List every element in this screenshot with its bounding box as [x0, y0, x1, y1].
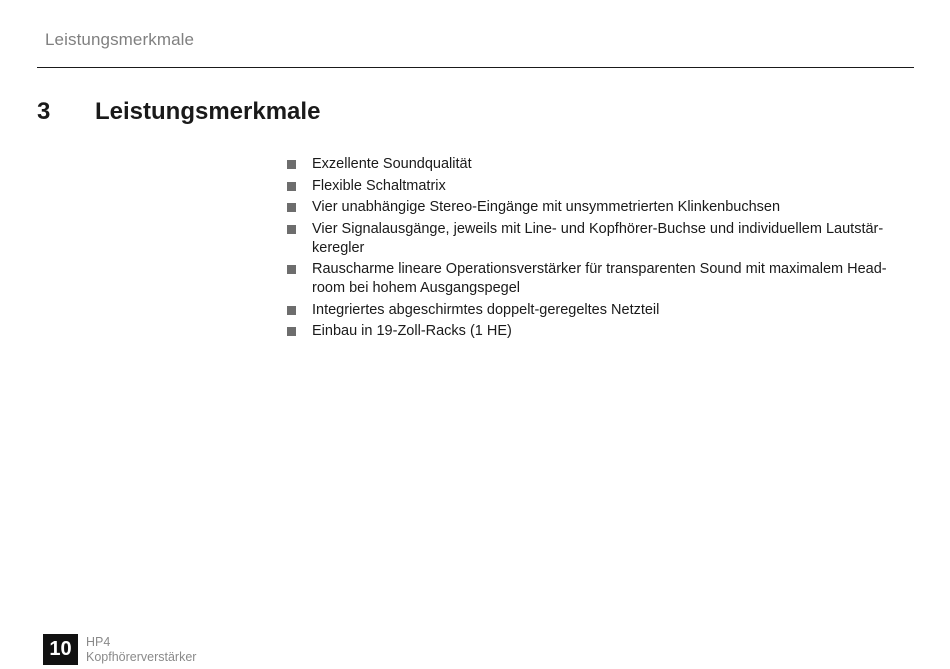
page-number-badge: 10 — [43, 634, 78, 665]
square-bullet-icon — [287, 225, 296, 234]
square-bullet-icon — [287, 160, 296, 169]
chapter-number: 3 — [37, 98, 51, 125]
list-item — [287, 301, 907, 320]
list-item — [287, 177, 907, 196]
chapter-title: Leistungsmerkmale — [95, 98, 321, 125]
square-bullet-icon — [287, 203, 296, 212]
list-item — [287, 220, 907, 258]
list-item-text: Vier Signalausgänge, jeweils mit Line- und Kopfhörer-Buchse und individuellem Lautstär-keregler — [312, 220, 884, 256]
square-bullet-icon — [287, 265, 296, 274]
list-item-text: Rauscharme lineare Operationsverstärker für transparenten Sound mit maximalem Head-room bei hohem Ausgangspegel — [312, 261, 887, 296]
feature-list — [287, 155, 907, 344]
list-item-text: Integriertes abgeschirmtes doppelt-geregeltes Netzteil — [312, 301, 660, 318]
list-item-text: Vier unabhängige Stereo-Eingänge mit unsymmetrierten Klinkenbuchsen — [312, 199, 781, 215]
list-item-text: Einbau in 19-Zoll-Racks (1 HE) — [312, 323, 512, 339]
running-header: Leistungsmerkmale — [45, 30, 195, 49]
chapter-heading — [37, 98, 320, 126]
list-item-text: Exzellente Soundqualität — [312, 156, 472, 172]
list-item-text: Flexible Schaltmatrix — [312, 177, 446, 194]
list-item — [287, 260, 907, 298]
footer-text — [86, 635, 196, 664]
footer-product: HP4 — [86, 635, 111, 649]
list-item — [287, 198, 907, 217]
list-item — [287, 155, 907, 174]
square-bullet-icon — [287, 327, 296, 336]
header-rule — [37, 67, 914, 68]
footer-subtitle: Kopfhörerverstärker — [86, 649, 197, 664]
list-item — [287, 322, 907, 341]
square-bullet-icon — [287, 182, 296, 191]
square-bullet-icon — [287, 306, 296, 315]
